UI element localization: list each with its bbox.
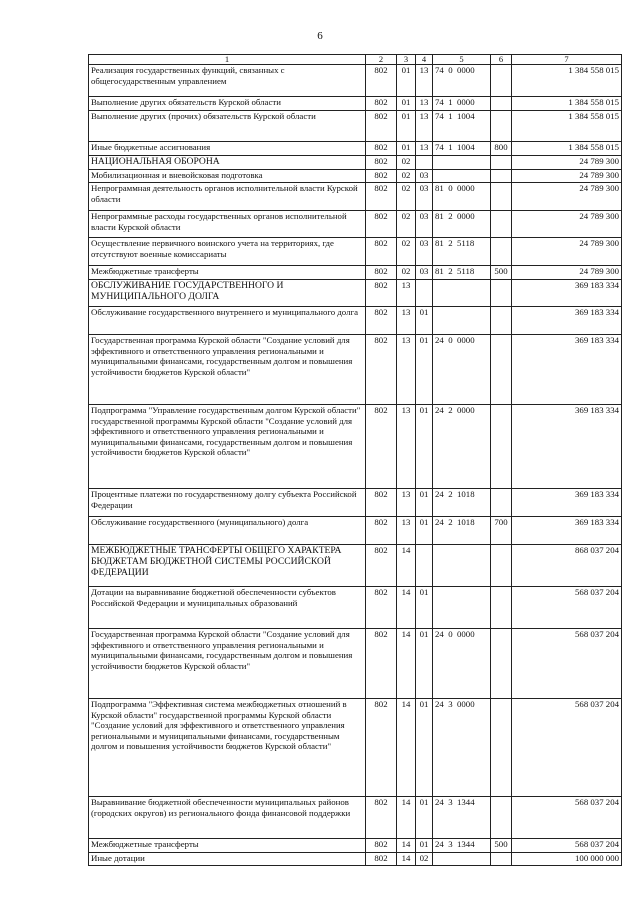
table-row xyxy=(89,699,622,797)
cell-amount: 369 183 334 xyxy=(512,489,622,517)
cell-section: 14 xyxy=(397,629,416,699)
table-row xyxy=(89,266,622,280)
cell-code: 802 xyxy=(366,142,397,156)
cell-section: 02 xyxy=(397,170,416,183)
row-name: Выполнение других обязательств Курской области xyxy=(89,97,366,111)
header-cell: 1 xyxy=(89,55,366,65)
cell-code: 802 xyxy=(366,545,397,587)
table-row xyxy=(89,183,622,211)
cell-section: 14 xyxy=(397,545,416,587)
cell-subsection: 01 xyxy=(416,839,433,853)
row-name: Процентные платежи по государственному долгу субъекта Российской Федерации xyxy=(89,489,366,517)
table-row xyxy=(89,545,622,587)
cell-expense-type xyxy=(491,111,512,142)
cell-target-article xyxy=(433,853,491,866)
cell-subsection: 01 xyxy=(416,405,433,489)
cell-section: 02 xyxy=(397,183,416,211)
cell-section: 13 xyxy=(397,405,416,489)
table-row xyxy=(89,517,622,545)
cell-section: 14 xyxy=(397,797,416,839)
row-name: Мобилизационная и вневойсковая подготовка xyxy=(89,170,366,183)
cell-target-article: 24 0 0000 xyxy=(433,335,491,405)
cell-subsection: 01 xyxy=(416,335,433,405)
cell-subsection: 03 xyxy=(416,266,433,280)
cell-target-article xyxy=(433,156,491,170)
budget-table xyxy=(88,54,622,866)
cell-expense-type xyxy=(491,307,512,335)
cell-expense-type xyxy=(491,699,512,797)
cell-target-article: 81 2 0000 xyxy=(433,211,491,238)
cell-target-article xyxy=(433,170,491,183)
cell-target-article: 24 2 1018 xyxy=(433,517,491,545)
cell-code: 802 xyxy=(366,307,397,335)
cell-expense-type xyxy=(491,280,512,307)
cell-code: 802 xyxy=(366,839,397,853)
cell-code: 802 xyxy=(366,183,397,211)
cell-code: 802 xyxy=(366,170,397,183)
table-row xyxy=(89,280,622,307)
cell-target-article: 74 0 0000 xyxy=(433,65,491,97)
cell-subsection: 13 xyxy=(416,142,433,156)
cell-expense-type xyxy=(491,238,512,266)
row-name: НАЦИОНАЛЬНАЯ ОБОРОНА xyxy=(89,156,366,170)
cell-code: 802 xyxy=(366,266,397,280)
row-name: Обслуживание государственного (муниципального) долга xyxy=(89,517,366,545)
cell-amount: 369 183 334 xyxy=(512,307,622,335)
cell-section: 13 xyxy=(397,489,416,517)
table-row xyxy=(89,489,622,517)
table-row xyxy=(89,307,622,335)
cell-code: 802 xyxy=(366,629,397,699)
header-cell: 2 xyxy=(366,55,397,65)
cell-expense-type: 800 xyxy=(491,142,512,156)
row-name: Иные бюджетные ассигнования xyxy=(89,142,366,156)
table-row xyxy=(89,97,622,111)
cell-target-article: 81 2 5118 xyxy=(433,266,491,280)
cell-target-article: 24 3 0000 xyxy=(433,699,491,797)
cell-code: 802 xyxy=(366,587,397,629)
cell-amount: 24 789 300 xyxy=(512,211,622,238)
cell-amount: 24 789 300 xyxy=(512,266,622,280)
row-name: Подпрограмма "Эффективная система межбюджетных отношений в Курской области" государственной программы Курской области "Создание условий для эффективного и ответственного управления региональными и муниципальными финансами, государственным долгом и повышения устойчивости бюджетов Курской области" xyxy=(89,699,366,797)
row-name: Государственная программа Курской области "Создание условий для эффективного и ответственного управления региональными и муниципальными финансами, государственным долгом и повышения устойчивости бюджетов Курской области" xyxy=(89,629,366,699)
cell-expense-type xyxy=(491,629,512,699)
cell-code: 802 xyxy=(366,853,397,866)
cell-code: 802 xyxy=(366,797,397,839)
cell-subsection xyxy=(416,156,433,170)
cell-amount: 24 789 300 xyxy=(512,170,622,183)
cell-subsection: 01 xyxy=(416,489,433,517)
cell-subsection: 01 xyxy=(416,629,433,699)
cell-subsection: 01 xyxy=(416,517,433,545)
table-row xyxy=(89,142,622,156)
cell-target-article xyxy=(433,307,491,335)
header-cell: 5 xyxy=(433,55,491,65)
row-name: Выравнивание бюджетной обеспеченности муниципальных районов (городских округов) из регионального фонда финансовой поддержки xyxy=(89,797,366,839)
cell-amount: 1 384 558 015 xyxy=(512,97,622,111)
cell-code: 802 xyxy=(366,211,397,238)
cell-section: 14 xyxy=(397,587,416,629)
table-row xyxy=(89,111,622,142)
row-name: Межбюджетные трансферты xyxy=(89,266,366,280)
cell-expense-type xyxy=(491,65,512,97)
cell-subsection: 03 xyxy=(416,183,433,211)
cell-subsection xyxy=(416,280,433,307)
cell-expense-type: 500 xyxy=(491,839,512,853)
cell-section: 01 xyxy=(397,97,416,111)
cell-section: 13 xyxy=(397,335,416,405)
row-name: Выполнение других (прочих) обязательств Курской области xyxy=(89,111,366,142)
cell-amount: 568 037 204 xyxy=(512,839,622,853)
table-row xyxy=(89,839,622,853)
cell-subsection: 03 xyxy=(416,238,433,266)
cell-expense-type xyxy=(491,545,512,587)
cell-amount: 568 037 204 xyxy=(512,629,622,699)
cell-section: 01 xyxy=(397,65,416,97)
cell-subsection: 01 xyxy=(416,699,433,797)
row-name: Обслуживание государственного внутреннего и муниципального долга xyxy=(89,307,366,335)
cell-section: 02 xyxy=(397,266,416,280)
cell-section: 02 xyxy=(397,238,416,266)
row-name: МЕЖБЮДЖЕТНЫЕ ТРАНСФЕРТЫ ОБЩЕГО ХАРАКТЕРА БЮДЖЕТАМ БЮДЖЕТНОЙ СИСТЕМЫ РОССИЙСКОЙ ФЕДЕРАЦИИ xyxy=(89,545,366,587)
table-row xyxy=(89,156,622,170)
table-row xyxy=(89,629,622,699)
cell-subsection: 03 xyxy=(416,170,433,183)
cell-code: 802 xyxy=(366,517,397,545)
table-row xyxy=(89,405,622,489)
row-name: ОБСЛУЖИВАНИЕ ГОСУДАРСТВЕННОГО И МУНИЦИПАЛЬНОГО ДОЛГА xyxy=(89,280,366,307)
table-row xyxy=(89,587,622,629)
cell-target-article: 24 2 0000 xyxy=(433,405,491,489)
cell-subsection: 02 xyxy=(416,853,433,866)
cell-expense-type: 500 xyxy=(491,266,512,280)
cell-amount: 369 183 334 xyxy=(512,405,622,489)
row-name: Государственная программа Курской области "Создание условий для эффективного и ответственного управления региональными и муниципальными финансами, государственным долгом и повышения устойчивости бюджетов Курской области" xyxy=(89,335,366,405)
cell-amount: 1 384 558 015 xyxy=(512,65,622,97)
cell-subsection: 13 xyxy=(416,97,433,111)
cell-expense-type xyxy=(491,489,512,517)
cell-expense-type xyxy=(491,405,512,489)
cell-subsection: 13 xyxy=(416,65,433,97)
cell-section: 13 xyxy=(397,280,416,307)
cell-target-article: 74 1 1004 xyxy=(433,142,491,156)
cell-amount: 24 789 300 xyxy=(512,183,622,211)
table-row xyxy=(89,335,622,405)
cell-expense-type xyxy=(491,170,512,183)
row-name: Реализация государственных функций, связанных с общегосударственным управлением xyxy=(89,65,366,97)
header-cell: 3 xyxy=(397,55,416,65)
row-name: Непрограммная деятельность органов исполнительной власти Курской области xyxy=(89,183,366,211)
cell-section: 01 xyxy=(397,111,416,142)
cell-amount: 568 037 204 xyxy=(512,797,622,839)
cell-expense-type xyxy=(491,853,512,866)
cell-section: 14 xyxy=(397,853,416,866)
cell-subsection xyxy=(416,545,433,587)
cell-amount: 1 384 558 015 xyxy=(512,111,622,142)
table-row xyxy=(89,853,622,866)
header-cell: 6 xyxy=(491,55,512,65)
table-row xyxy=(89,797,622,839)
cell-target-article: 74 1 0000 xyxy=(433,97,491,111)
cell-amount: 369 183 334 xyxy=(512,280,622,307)
cell-code: 802 xyxy=(366,489,397,517)
cell-section: 13 xyxy=(397,307,416,335)
cell-code: 802 xyxy=(366,65,397,97)
cell-code: 802 xyxy=(366,156,397,170)
cell-amount: 100 000 000 xyxy=(512,853,622,866)
cell-target-article: 24 0 0000 xyxy=(433,629,491,699)
cell-expense-type xyxy=(491,211,512,238)
cell-target-article: 81 0 0000 xyxy=(433,183,491,211)
cell-target-article xyxy=(433,545,491,587)
row-name: Непрограммные расходы государственных органов исполнительной власти Курской области xyxy=(89,211,366,238)
cell-expense-type xyxy=(491,587,512,629)
cell-subsection: 01 xyxy=(416,307,433,335)
cell-amount: 369 183 334 xyxy=(512,517,622,545)
cell-section: 02 xyxy=(397,156,416,170)
cell-target-article xyxy=(433,587,491,629)
cell-target-article: 24 3 1344 xyxy=(433,797,491,839)
cell-code: 802 xyxy=(366,280,397,307)
cell-code: 802 xyxy=(366,97,397,111)
cell-code: 802 xyxy=(366,238,397,266)
cell-code: 802 xyxy=(366,111,397,142)
cell-amount: 24 789 300 xyxy=(512,156,622,170)
cell-amount: 568 037 204 xyxy=(512,587,622,629)
cell-expense-type xyxy=(491,97,512,111)
cell-subsection: 13 xyxy=(416,111,433,142)
cell-amount: 568 037 204 xyxy=(512,699,622,797)
page-number: 6 xyxy=(317,30,323,42)
cell-target-article: 24 2 1018 xyxy=(433,489,491,517)
cell-amount: 24 789 300 xyxy=(512,238,622,266)
cell-amount: 369 183 334 xyxy=(512,335,622,405)
row-name: Межбюджетные трансферты xyxy=(89,839,366,853)
cell-target-article: 24 3 1344 xyxy=(433,839,491,853)
header-row xyxy=(89,55,622,65)
cell-subsection: 01 xyxy=(416,797,433,839)
cell-section: 02 xyxy=(397,211,416,238)
table-row xyxy=(89,211,622,238)
cell-code: 802 xyxy=(366,405,397,489)
cell-target-article xyxy=(433,280,491,307)
cell-code: 802 xyxy=(366,699,397,797)
row-name: Иные дотации xyxy=(89,853,366,866)
row-name: Дотации на выравнивание бюджетной обеспеченности субъектов Российской Федерации и муниципальных образований xyxy=(89,587,366,629)
table-row xyxy=(89,238,622,266)
cell-amount: 1 384 558 015 xyxy=(512,142,622,156)
cell-subsection: 03 xyxy=(416,211,433,238)
cell-section: 14 xyxy=(397,839,416,853)
cell-expense-type: 700 xyxy=(491,517,512,545)
cell-code: 802 xyxy=(366,335,397,405)
cell-section: 01 xyxy=(397,142,416,156)
cell-expense-type xyxy=(491,156,512,170)
cell-subsection: 01 xyxy=(416,587,433,629)
cell-expense-type xyxy=(491,335,512,405)
cell-amount: 868 037 204 xyxy=(512,545,622,587)
table-row xyxy=(89,65,622,97)
cell-section: 14 xyxy=(397,699,416,797)
header-cell: 7 xyxy=(512,55,622,65)
row-name: Подпрограмма "Управление государственным долгом Курской области" государственной программы Курской области "Создание условий для эффективного и ответственного управления региональными и муниципальными финансами, государственным долгом и повышения устойчивости бюджетов Курской области" xyxy=(89,405,366,489)
cell-target-article: 81 2 5118 xyxy=(433,238,491,266)
table-row xyxy=(89,170,622,183)
cell-section: 13 xyxy=(397,517,416,545)
cell-target-article: 74 1 1004 xyxy=(433,111,491,142)
header-cell: 4 xyxy=(416,55,433,65)
row-name: Осуществление первичного воинского учета на территориях, где отсутствуют военные комиссариаты xyxy=(89,238,366,266)
cell-expense-type xyxy=(491,183,512,211)
cell-expense-type xyxy=(491,797,512,839)
